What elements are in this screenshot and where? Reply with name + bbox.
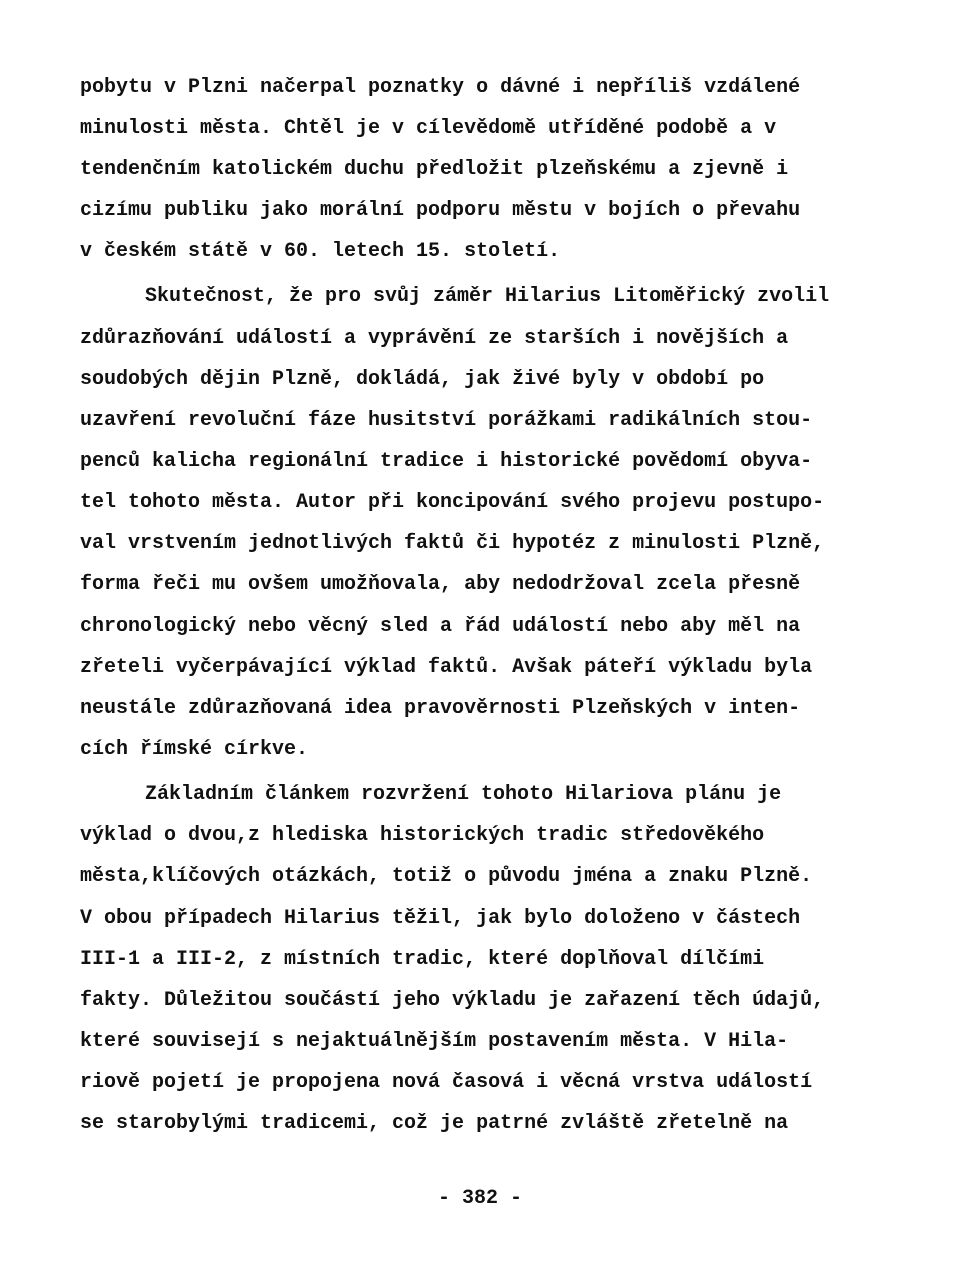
text-line: uzavření revoluční fáze husitství porážkami radikálních stou- (80, 409, 813, 432)
text-line: se starobylými tradicemi, což je patrné zvláště zřetelně na (80, 1112, 789, 1135)
text-line: zdůrazňování událostí a vyprávění ze starších i novějších a (80, 327, 789, 350)
text-line: které souvisejí s nejaktuálnějším postavením města. V Hila- (80, 1030, 789, 1053)
text-line: neustále zdůrazňovaná idea pravověrnosti Plzeňských v inten- (80, 697, 801, 720)
text-line: Základním článkem rozvržení tohoto Hilariova plánu je (145, 783, 782, 806)
text-line: cizímu publiku jako morální podporu městu v bojích o převahu (80, 199, 801, 222)
text-line: fakty. Důležitou součástí jeho výkladu je zařazení těch údajů, (80, 989, 825, 1012)
text-line: tel tohoto města. Autor při koncipování svého projevu postupo- (80, 491, 825, 514)
text-line: výklad o dvou,z hlediska historických tradic středověkého (80, 824, 765, 847)
text-line: města,klíčových otázkách, totiž o původu jména a znaku Plzně. (80, 865, 813, 888)
text-line: pobytu v Plzni načerpal poznatky o dávné i nepříliš vzdálené (80, 76, 801, 99)
text-line: forma řeči mu ovšem umožňovala, aby nedodržoval zcela přesně (80, 573, 801, 596)
text-line: cích římské církve. (80, 738, 309, 761)
text-line: val vrstvením jednotlivých faktů či hypotéz z minulosti Plzně, (80, 532, 825, 555)
text-line: zřeteli vyčerpávající výklad faktů. Avšak páteří výkladu byla (80, 656, 813, 679)
text-line: v českém státě v 60. letech 15. století. (80, 240, 561, 263)
text-line: soudobých dějin Plzně, dokládá, jak živé byly v období po (80, 368, 765, 391)
text-line: riově pojetí je propojena nová časová i věcná vrstva událostí (80, 1071, 813, 1094)
text-line: chronologický nebo věcný sled a řád událostí nebo aby měl na (80, 615, 801, 638)
text-line: penců kalicha regionální tradice i historické povědomí obyva- (80, 450, 813, 473)
page-number: - 382 - (437, 1187, 522, 1210)
text-line: minulosti města. Chtěl je v cílevědomě utříděné podobě a v (80, 117, 777, 140)
text-line: III-1 a III-2, z místních tradic, které doplňoval dílčími (80, 948, 765, 971)
text-line: tendenčním katolickém duchu předložit plzeňskému a zjevně i (80, 158, 789, 181)
text-line: Skutečnost, že pro svůj záměr Hilarius Litoměřický zvolil (145, 285, 830, 308)
text-line: V obou případech Hilarius těžil, jak bylo doloženo v částech (80, 907, 801, 930)
